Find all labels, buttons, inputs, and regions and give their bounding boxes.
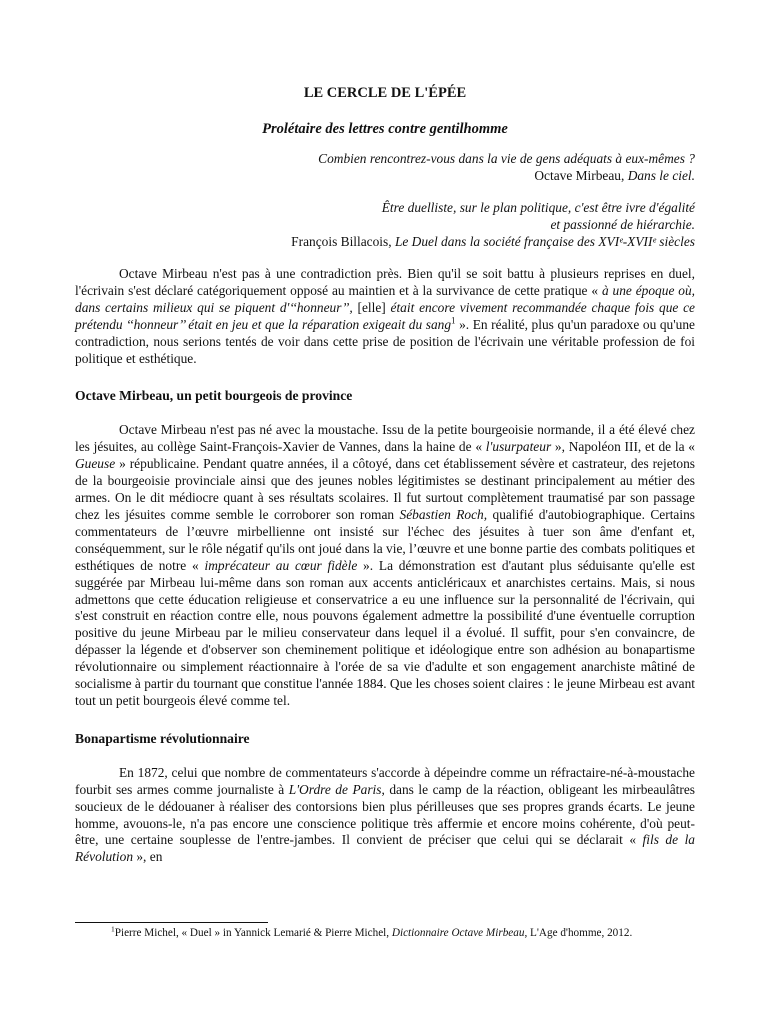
intro-text-3: ». En réalité, plus qu'un paradoxe ou qu'une contradiction, nous serions tentés de voir dans cette prise de position de l'écrivain une véritable profession de foi politique et esthétique. xyxy=(75,316,695,366)
footnote-text-1: Pierre Michel, « Duel » in Yannick Lemarié & Pierre Michel, xyxy=(114,927,392,939)
footnote-reference[interactable]: 1 xyxy=(451,315,456,326)
s2-text-2: , dans le camp de la réaction, obligeant les mirbeaulâtres soucieux de le dédouaner à réaliser des contorsions bien plus périlleuses que ses propres grands écarts. Le jeune homme, avouons-le, n'a pas encore une conscience politique très affermie et encore moins cohérente, d'où peut-être, une certaine souplesse de l'entre-jambes. Il convient de préciser que celui qui se déclarait « xyxy=(75,781,695,848)
epigraph-1-work: Dans le ciel. xyxy=(627,168,695,183)
footnote-text-2: , L'Age d'homme, 2012. xyxy=(524,927,633,939)
s1-text-4: qualifié d'autobiographique. Certains commentateurs de l’œuvre mirbellienne ont insisté sur l'échec des jésuites à tuer son âme d'enfant et, conséquemment, sur le rôle négatif qu'ils ont joué dans la vie, l’œuvre et une bonne partie des combats politiques et esthétiques de notre « xyxy=(75,506,696,573)
s2-text-1: En 1872, celui que nombre de commentateurs s'accorde à dépeindre comme un réfractaire-né-à-moustache fourbit ses armes comme journaliste à xyxy=(75,764,695,797)
section-2-paragraph xyxy=(75,765,695,866)
s1-italic-4: imprécateur au cœur fidèle xyxy=(204,557,358,573)
footnote-italic-1: Dictionnaire Octave Mirbeau xyxy=(391,927,525,939)
document-content xyxy=(75,84,695,866)
s2-italic-2: fils de la Révolution xyxy=(75,832,695,865)
page-subtitle: Prolétaire des lettres contre gentilhomme xyxy=(262,121,508,137)
intro-text-2: [elle] xyxy=(352,299,391,315)
epigraph-1-quote: Combien rencontrez-vous dans la vie de gens adéquats à eux-mêmes ? xyxy=(318,151,695,166)
s1-italic-1: l'usurpateur xyxy=(485,439,552,455)
s1-text-5: ». La démonstration est d'autant plus séduisante qu'elle est suggérée par Mirbeau lui-même dans son roman aux accents anticléricaux et anarchistes certains. Mais, si nous admettons que cette éducation religieuse et conservatrice a eu une influence sur la personnalité de l'écrivain, qui s'est construit en réaction contre elle, nous pouvons également admettre la possibilité d'une éventuelle corruption positive du jeune Mirbeau par le milieu conservateur dans lequel il a évolué. Il suffit, pour s'en convaincre, de dépasser la légende et d'observer son cheminement politique et idéologique entre son adhésion au bonapartisme révolutionnaire ou simplement réactionnaire à l'orée de sa vie d'adulte et son engagement anarchiste mâtiné de socialisme à partir du tournant que constitue l'année 1884. Que les choses soient claires : le jeune Mirbeau est avant tout un petit bourgeois élevé comme tel. xyxy=(75,557,695,708)
s1-text-2: », Napoléon III, et de la « xyxy=(551,439,695,455)
intro-quote-2: était encore vivement recommandée chaque fois que ce prétendu ‘‘honneur’’ était en jeu et que la réparation exigeait du sang xyxy=(75,299,695,332)
epigraph-2-quote-line2: et passionné de hiérarchie. xyxy=(550,217,695,232)
s2-italic-1: L'Ordre de Paris xyxy=(288,781,382,797)
s1-italic-2: Gueuse xyxy=(75,456,116,472)
epigraph-2 xyxy=(75,199,695,250)
footnote-separator xyxy=(75,922,268,923)
intro-text-1: Octave Mirbeau n'est pas à une contradiction près. Bien qu'il se soit battu à plusieurs reprises en duel, l'écrivain s'est déclaré catégoriquement opposé au maintien et à la survivance de cette pratique « xyxy=(75,266,695,298)
footnote-number: 1 xyxy=(111,924,115,934)
s2-text-3: », en xyxy=(133,849,163,865)
intro-quote-1: à une époque où, dans certains milieux qui se piquent d'‘‘honneur’’, xyxy=(75,282,695,315)
footnote xyxy=(75,926,695,941)
epigraph-2-author: François Billacois, xyxy=(291,234,395,249)
s1-text-1: Octave Mirbeau n'est pas né avec la moustache. Issu de la petite bourgeoisie normande, il a été élevé chez les jésuites, au collège Saint-François-Xavier de Vannes, dans la haine de « xyxy=(75,422,695,455)
section-1-paragraph xyxy=(75,422,695,709)
s1-italic-3: Sébastien Roch, xyxy=(399,506,488,522)
epigraph-1-author: Octave Mirbeau, xyxy=(534,168,628,183)
section-1-heading: Octave Mirbeau, un petit bourgeois de province xyxy=(75,388,353,404)
epigraph-2-work: Le Duel dans la société française des XVIᵉ-XVIIᵉ siècles xyxy=(394,234,695,249)
page-title: LE CERCLE DE L'ÉPÉE xyxy=(303,85,467,101)
epigraph-2-quote-line1: Être duelliste, sur le plan politique, c'est être ivre d'égalité xyxy=(381,200,695,215)
s1-text-3: » républicaine. Pendant quatre années, il a côtoyé, dans cet établissement sévère et castrateur, des rejetons de la bourgeoisie provinciale ainsi que des jeunes nobles légitimistes se destinant principalement au métier des armes. On le dit médiocre quant à ses résultats scolaires. Il fut surtout complètement traumatisé par son passage chez les jésuites comme semble le corroborer son roman xyxy=(75,456,695,522)
section-2-heading: Bonapartisme révolutionnaire xyxy=(75,730,250,746)
epigraph-1 xyxy=(75,150,695,184)
intro-paragraph xyxy=(75,266,695,367)
